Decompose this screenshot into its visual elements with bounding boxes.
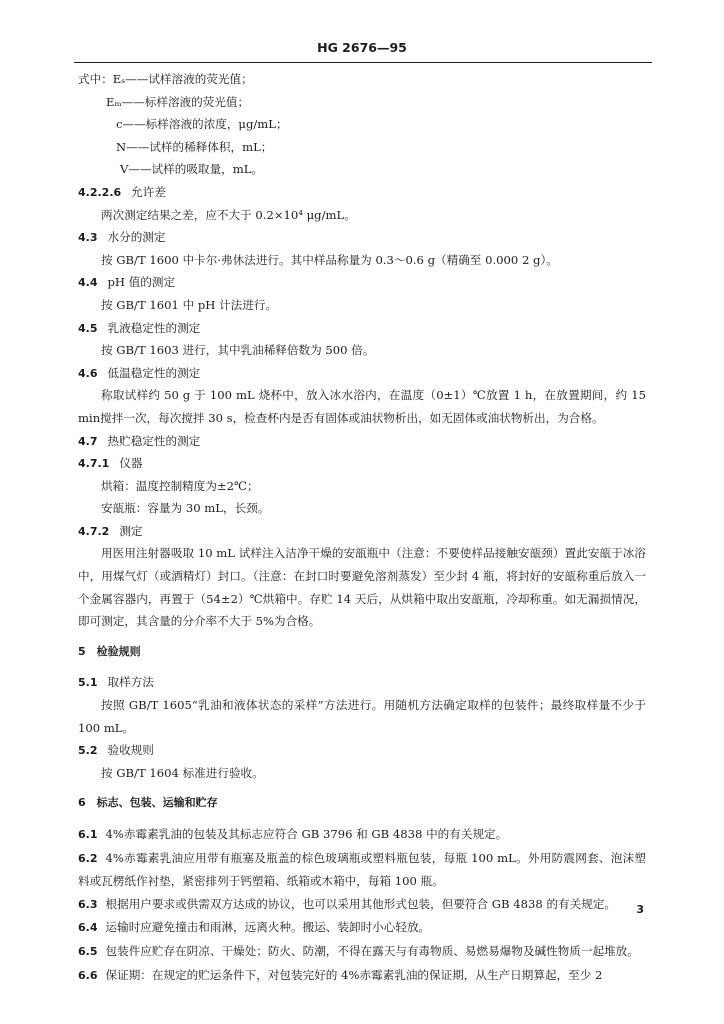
section-number: 6.1 [78,828,98,841]
section-title: pH 值的测定 [107,275,176,290]
section-4-4-body: 按 GB/T 1601 中 pH 计法进行。 [101,297,278,312]
section-number: 5.2 [78,744,98,758]
section-4-7-1-heading [78,452,646,475]
section-number: 4.5 [78,321,98,335]
section-body: 4%赤霉素乳油的包装及其标志应符合 GB 3796 和 GB 4838 中的有关规定。 [105,827,508,841]
apparatus-ampoule: 安瓿瓶：容量为 30 mL，长颈。 [101,501,270,516]
apparatus-oven: 烘箱：温度控制精度为±2℃； [101,478,259,493]
section-4-4-heading [78,271,646,294]
section-number: 5.1 [78,676,98,690]
section-title: 取样方法 [107,675,154,690]
section-5-2-body: 按 GB/T 1604 标准进行验收。 [101,765,264,780]
section-number: 6.3 [78,897,98,911]
section-number: 4.7 [78,434,98,448]
section-6-1 [78,823,646,847]
section-4-5-heading [78,317,646,340]
section-body: 4%赤霉素乳油应用带有瓶塞及瓶盖的棕色玻璃瓶或塑料瓶包装，每瓶 100 mL。外用防震网套、泡沫塑料或瓦楞纸作衬垫，紧密排列于钙塑箱、纸箱或木箱中，每箱 100 瓶。 [78,850,646,889]
formula-legend-es: 式中：Eₛ——试样溶液的荧光值； [78,72,253,86]
section-number: 6.2 [78,851,98,865]
section-title: 允许差 [131,184,166,199]
section-4-3-heading [78,226,646,249]
section-6-5 [78,940,646,964]
page-content [78,68,646,987]
section-4-2-2-6-heading [78,181,646,204]
section-title: 热贮稳定性的测定 [107,433,201,448]
section-title: 乳液稳定性的测定 [107,320,201,335]
section-5-2-heading [78,739,646,762]
formula-legend-c: c——标样溶液的浓度，μg/mL； [116,117,288,132]
section-6-6 [78,964,646,988]
formula-legend-v: V——试样的吸取量，mL。 [120,162,264,177]
section-5-1-heading [78,671,646,694]
section-4-7-2-heading [78,520,646,543]
header-divider [74,62,652,63]
section-number: 6.5 [78,944,98,958]
section-5-1-body: 按照 GB/T 1605“乳油和液体状态的采样”方法进行。用随机方法确定取样的包装件；最终取样量不少于 100 mL。 [78,698,646,735]
chapter-5-heading: 5 检验规则 [78,644,141,658]
section-number: 4.4 [78,276,98,290]
section-title: 仪器 [119,456,143,471]
section-number: 4.2.2.6 [78,185,122,199]
section-4-7-2-body: 用医用注射器吸取 10 mL 试样注入洁净干燥的安瓿瓶中（注意：不要使样品接触安瓿颈）置此安瓿于冰浴中，用煤气灯（或酒精灯）封口。（注意：在封口时要避免溶剂蒸发）至少封 4 瓶，将封好的安瓿称重后放入一个金属容器内，再置于（54±2）℃烘箱中。存贮 14 天后，从烘箱中取出安瓿瓶，冷却称重。如无漏损情况，即可测定，其含量的分介率不大于 5%为合格。 [78,546,646,629]
section-title: 低温稳定性的测定 [107,365,201,380]
formula-legend-em: Eₘ——标样溶液的荧光值； [106,94,250,109]
section-4-7-heading [78,430,646,453]
section-number: 6.6 [78,968,98,982]
section-body: 包装件应贮存在阴凉、干燥处；防火、防潮，不得在露天与有毒物质、易燃易爆物及碱性物质一起堆放。 [105,943,639,958]
standard-number-header: HG 2676—95 [317,40,407,55]
formula-legend-n: N——试样的稀释体积，mL； [116,139,273,154]
section-body: 运输时应避免撞击和雨淋，远离火种。搬运、装卸时小心轻放。 [105,920,431,935]
section-4-2-2-6-body: 两次测定结果之差，应不大于 0.2×10⁴ μg/mL。 [101,207,356,222]
section-number: 4.7.1 [78,457,110,471]
section-body: 保证期：在规定的贮运条件下，对包装完好的 4%赤霉素乳油的保证期，从生产日期算起，至少 2 [105,967,603,982]
section-number: 4.6 [78,366,98,380]
section-4-6-heading [78,362,646,385]
section-title: 水分的测定 [107,230,166,245]
section-6-2 [78,847,646,893]
section-title: 测定 [119,523,143,538]
section-title: 验收规则 [107,743,154,758]
section-4-5-body: 按 GB/T 1603 进行，其中乳油稀释倍数为 500 倍。 [101,343,375,358]
section-6-3 [78,893,646,917]
page-number: 3 [636,903,644,916]
section-4-3-body: 按 GB/T 1600 中卡尔·弗休法进行。其中样品称量为 0.3～0.6 g（精确至 0.000 2 g）。 [101,252,558,267]
section-6-4 [78,916,646,940]
chapter-6-heading: 6 标志、包装、运输和贮存 [78,796,218,810]
section-body: 根据用户要求或供需双方达成的协议，也可以采用其他形式包装，但要符合 GB 4838 的有关规定。 [105,896,617,911]
section-4-6-body: 称取试样约 50 g 于 100 mL 烧杯中，放入冰水浴内，在温度（0±1）℃放置 1 h，在放置期间，约 15 min搅拌一次，每次搅拌 30 s，检查杯内是否有固体或油状物析出，如无固体或油状物析出，为合格。 [78,388,646,425]
section-number: 4.3 [78,231,98,245]
section-number: 6.4 [78,921,98,935]
section-number: 4.7.2 [78,524,110,538]
